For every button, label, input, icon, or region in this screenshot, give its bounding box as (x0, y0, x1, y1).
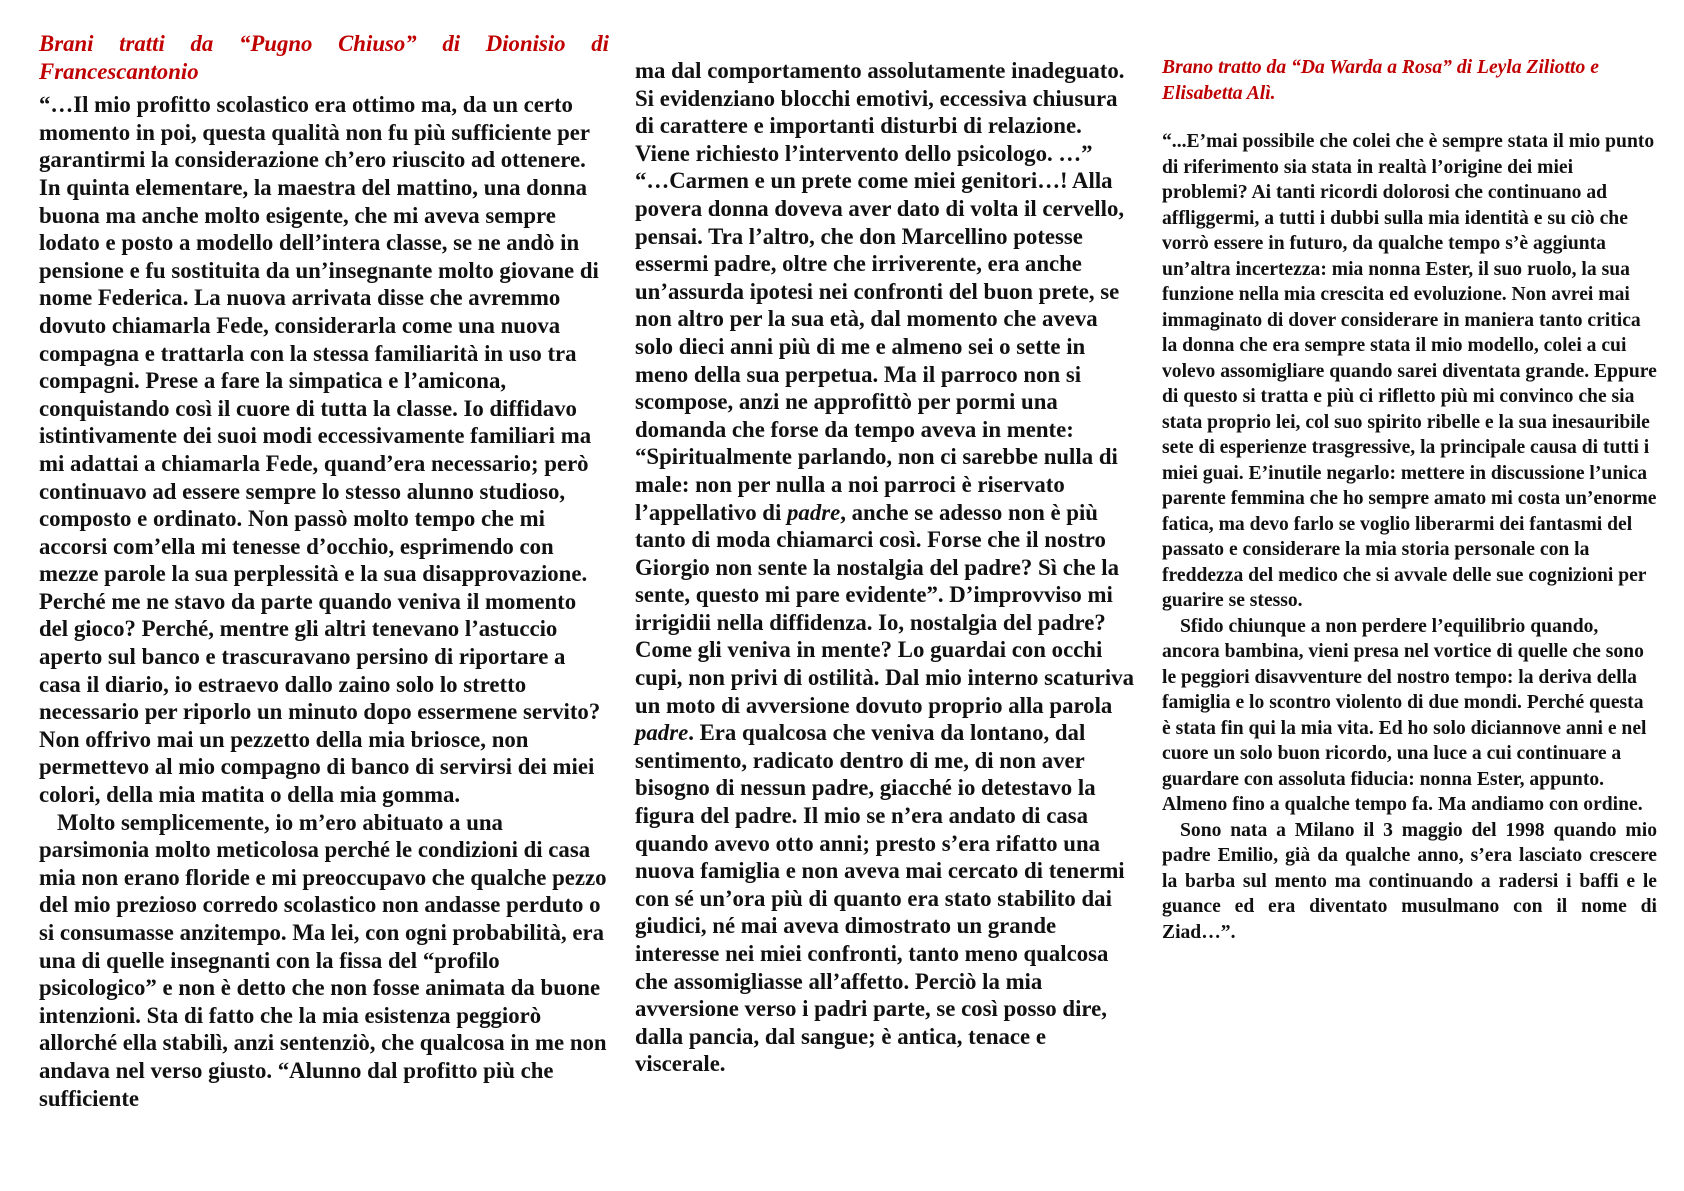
paragraph: “...E’mai possibile che colei che è sempre stata il mio punto di riferimento sia stata in realtà l’origine dei miei problemi? Ai tanti ricordi dolorosi che continuano ad affliggermi, a tutti i dubbi sulla mia identità e su ciò che vorrò essere in futuro, da qualche tempo s’è aggiunta un’altra incertezza: mia nonna Ester, il suo ruolo, la sua funzione nella mia crescita ed evoluzione. Non avrei mai immaginato di dover considerare in maniera tanto critica la donna che era sempre stata il mio modello, colei a cui volevo assomigliare quando sarei diventata grande. Eppure di questo si tratta e più ci rifletto più mi convinco che sia stata proprio lei, col suo spirito ribelle e la sua inesauribile sete di esperienze trasgressive, la principale causa di tutti i miei guai. E’inutile negarlo: mettere in discussione l’unica parente femmina che ho sempre amato mi costa un’enorme fatica, ma devo farlo se voglio liberarmi dei fantasmi del passato e considerare la mia storia personale con la freddezza del medico che si avvale delle sue cognizioni per guarire se stesso. (1162, 131, 1657, 611)
column-pugno-chiuso-continued (635, 57, 1140, 1078)
paragraph: Sfido chiunque a non perdere l’equilibrio quando, ancora bambina, vieni presa nel vortice di quelle che sono le peggiori disavventure del nostro tempo: la deriva della famiglia e lo scontro violento di due mondi. Perché questa è stata fin qui la mia vita. Ed ho solo diciannove anni e nel cuore un solo buon ricordo, una luce a cui continuare a guardare con assoluta fiducia: nonna Ester, appunto. Almeno fino a qualche tempo fa. Ma andiamo con ordine. (1162, 615, 1647, 815)
text-run: “…Carmen e un prete come miei genitori…! Alla povera donna doveva aver dato di volta il cervello, pensai. Tra l’altro, che don Marcellino potesse essermi padre, oltre che irriverente, era anche un’assurda ipotesi nei confronti del buon prete, se non altro per la sua età, dal momento che aveva solo dieci anni più di me e almeno sei o sette in meno della sua perpetua. Ma il parroco non si scompose, anzi ne approfittò per pormi una domanda che forse da tempo aveva in mente: “Spiritualmente parlando, non ci sarebbe nulla di male: non per nulla a noi parroci è riservato l’appellativo di (635, 168, 1125, 525)
paragraph: “…Il mio profitto scolastico era ottimo ma, da un certo momento in poi, questa qualità non fu più sufficiente per garantirmi la considerazione ch’ero riuscito ad ottenere. In quinta elementare, la maestra del mattino, una donna buona ma anche molto esigente, che mi aveva sempre lodato e posto a modello dell’intera classe, se ne andò in pensione e fu sostituita da un’insegnante molto giovane di nome Federica. La nuova arrivata disse che avremmo dovuto chiamarla Fede, considerarla come una nuova compagna e trattarla con la stessa familiarità in uso tra compagni. Prese a fare la simpatica e l’amicona, conquistando così il cuore di tutta la classe. Io diffidavo istintivamente dei suoi modi eccessivamente familiari ma mi adattai a chiamarla Fede, quand’era necessario; però continuavo ad essere sempre lo stesso alunno studioso, composto e ordinato. Non passò molto tempo che mi accorsi com’ella mi tenesse d’occhio, esprimendo con mezze parole la sua perplessità e la sua disapprovazione. Perché me ne stavo da parte quando veniva il momento del gioco? Perché, mentre gli altri tenevano l’astuccio aperto sul banco e trascuravano persino di riportare a casa il diario, io estraevo dallo zaino solo lo stretto necessario per riporlo un minuto dopo essermene servito? Non offrivo mai un pezzetto della mia briosce, non permettevo al mio compagno di banco di servirsi dei miei colori, della mia matita o della mia gomma. (39, 92, 601, 808)
paragraph: Sono nata a Milano il 3 maggio del 1998 quando mio padre Emilio, già da qualche anno, s’era lasciato crescere la barba sul mento ma continuando a radersi i baffi e le guance ed era diventato musulmano con il nome di Ziad…”. (1162, 819, 1657, 943)
paragraph (635, 167, 1140, 1078)
paragraph: ma dal comportamento assolutamente inadeguato. Si evidenziano blocchi emotivi, eccessiva chiusura di carattere e importanti disturbi di relazione. Viene richiesto l’intervento dello psicologo. …” (635, 58, 1125, 166)
emphasis: padre (787, 499, 841, 525)
column-da-warda-a-rosa (1162, 55, 1657, 945)
text-run: . Era qualcosa che veniva da lontano, dal sentimento, radicato dentro di me, di non aver bisogno di nessun padre, giacché io detestavo la figura del padre. Il mio se n’era andato di casa quando avevo otto anni; presto s’era rifatto una nuova famiglia e non aveva mai cercato di tenermi con sé un’ora più di quanto era stato stabilito dai giudici, né mai aveva dimostrato un grande interesse nei miei confronti, tanto meno qualcosa che assomigliasse all’affetto. Perciò la mia avversione verso i padri parte, se così posso dire, dalla pancia, dal sangue; è antica, tenace e viscerale. (635, 720, 1125, 1077)
text-run: , anche se adesso non è più tanto di moda chiamarci così. Forse che il nostro Giorgio non sente la nostalgia del padre? Sì che la sente, questo mi pare evidente”. D’improvviso mi irrigidii nella diffidenza. Io, nostalgia del padre? Come gli veniva in mente? Lo guardai con occhi cupi, non privi di ostilità. Dal mio interno scaturiva un moto di avversione dovuto proprio alla parola (635, 499, 1135, 718)
emphasis: padre (635, 720, 689, 746)
column-pugno-chiuso (39, 30, 609, 1112)
excerpt-title: Brani tratti da “Pugno Chiuso” di Dionisio di Francescantonio (39, 31, 609, 84)
paragraph: Molto semplicemente, io m’ero abituato a una parsimonia molto meticolosa perché le condizioni di casa mia non erano floride e mi preoccupavo che qualche pezzo del mio prezioso corredo scolastico non andasse perduto o si consumasse anzitempo. Ma lei, con ogni probabilità, era una di quelle insegnanti con la fissa del “profilo psicologico” e non è detto che non fosse animata da buone intenzioni. Sta di fatto che la mia esistenza peggiorò allorché ella stabilì, anzi sentenziò, che qualcosa in me non andava nel verso giusto. “Alunno dal profitto più che sufficiente (39, 809, 607, 1111)
excerpt-title: Brano tratto da “Da Warda a Rosa” di Leyla Ziliotto e Elisabetta Alì. (1162, 57, 1599, 104)
